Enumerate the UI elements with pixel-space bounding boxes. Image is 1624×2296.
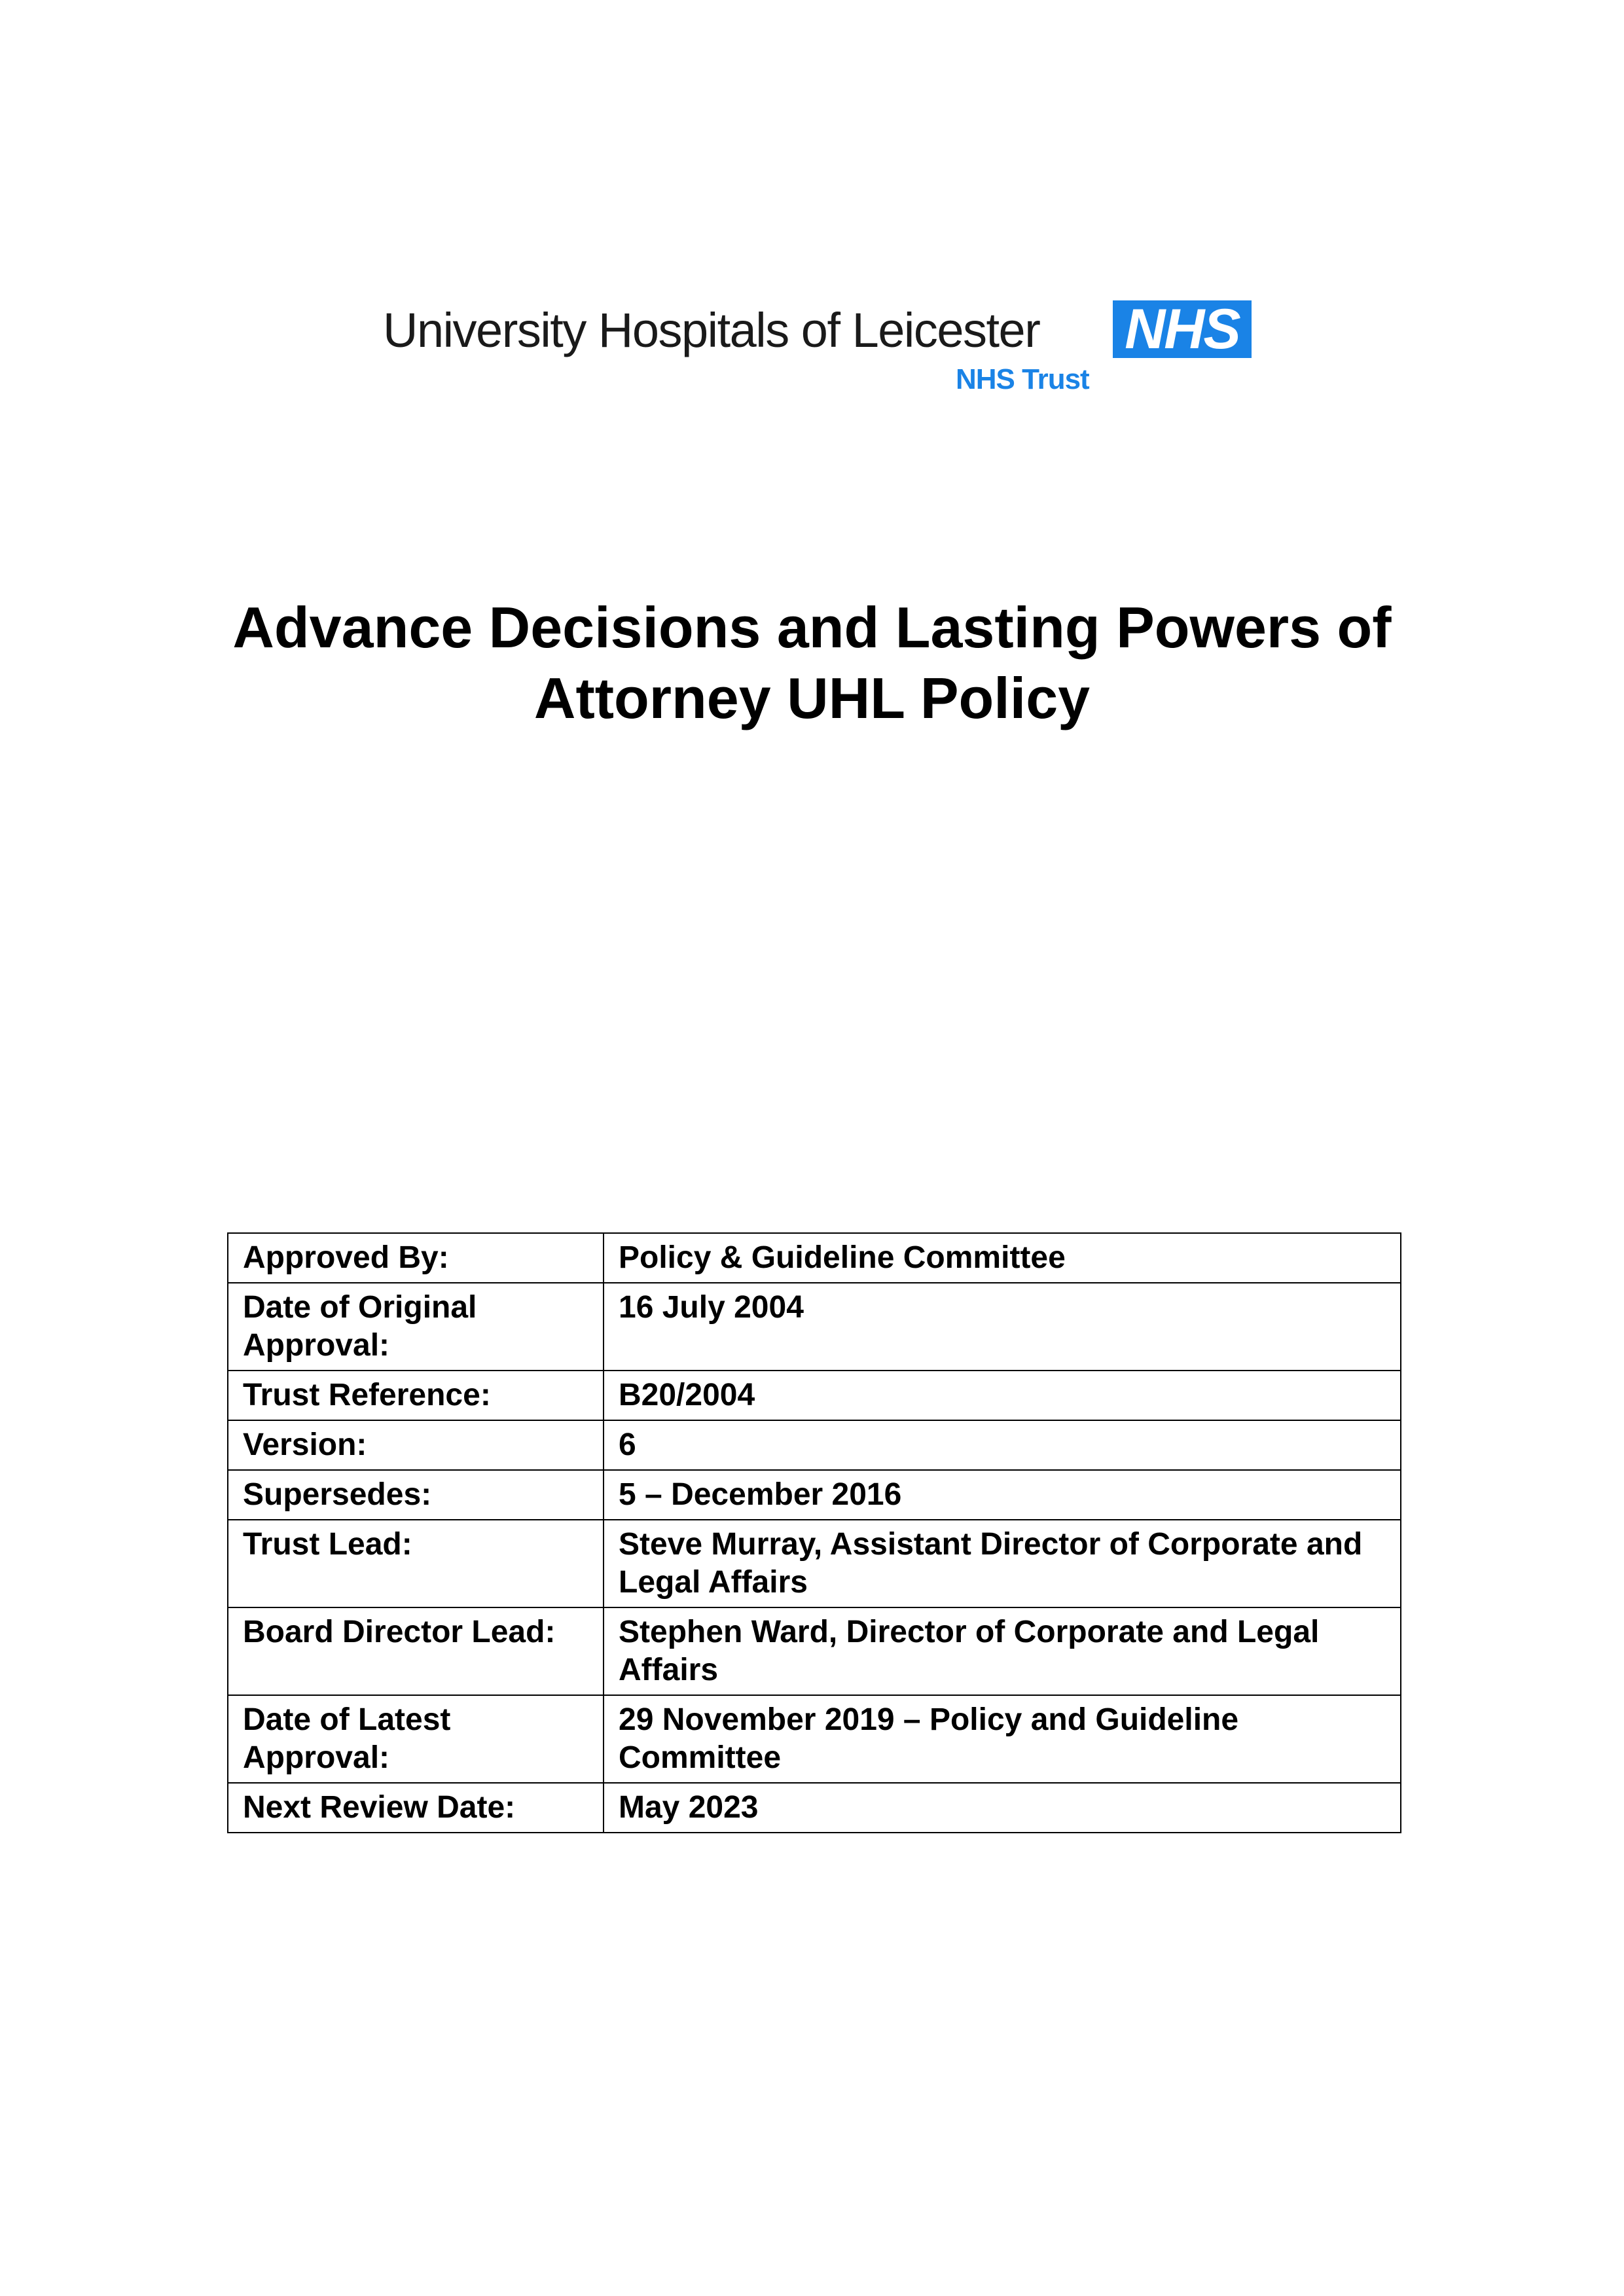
row-value: B20/2004 bbox=[604, 1371, 1401, 1420]
document-info-table bbox=[227, 1232, 1401, 1833]
row-label: Approved By: bbox=[228, 1233, 604, 1283]
row-label: Trust Lead: bbox=[228, 1520, 604, 1607]
row-label: Board Director Lead: bbox=[228, 1607, 604, 1695]
row-label: Supersedes: bbox=[228, 1470, 604, 1520]
row-label: Next Review Date: bbox=[228, 1783, 604, 1833]
table-row bbox=[228, 1371, 1401, 1420]
row-label: Version: bbox=[228, 1420, 604, 1470]
row-value: May 2023 bbox=[604, 1783, 1401, 1833]
table-row bbox=[228, 1420, 1401, 1470]
logo-org-name: University Hospitals of Leicester bbox=[383, 303, 1040, 357]
row-value: 5 – December 2016 bbox=[604, 1470, 1401, 1520]
row-label: Date of Latest Approval: bbox=[228, 1695, 604, 1783]
table-row bbox=[228, 1283, 1401, 1371]
table-row bbox=[228, 1470, 1401, 1520]
table-row bbox=[228, 1607, 1401, 1695]
row-value: Policy & Guideline Committee bbox=[604, 1233, 1401, 1283]
table-row bbox=[228, 1520, 1401, 1607]
document-title: Advance Decisions and Lasting Powers of Attorney UHL Policy bbox=[232, 595, 1392, 730]
row-value: 6 bbox=[604, 1420, 1401, 1470]
trust-logo bbox=[383, 298, 1254, 403]
table-row bbox=[228, 1233, 1401, 1283]
logo-trust-label: NHS Trust bbox=[956, 363, 1089, 395]
table-row bbox=[228, 1783, 1401, 1833]
table-row bbox=[228, 1695, 1401, 1783]
row-value: 29 November 2019 – Policy and Guideline Committee bbox=[604, 1695, 1401, 1783]
row-label: Trust Reference: bbox=[228, 1371, 604, 1420]
row-value: 16 July 2004 bbox=[604, 1283, 1401, 1371]
row-value: Stephen Ward, Director of Corporate and Legal Affairs bbox=[604, 1607, 1401, 1695]
nhs-badge: NHS bbox=[1113, 300, 1252, 358]
row-label: Date of Original Approval: bbox=[228, 1283, 604, 1371]
row-value: Steve Murray, Assistant Director of Corporate and Legal Affairs bbox=[604, 1520, 1401, 1607]
